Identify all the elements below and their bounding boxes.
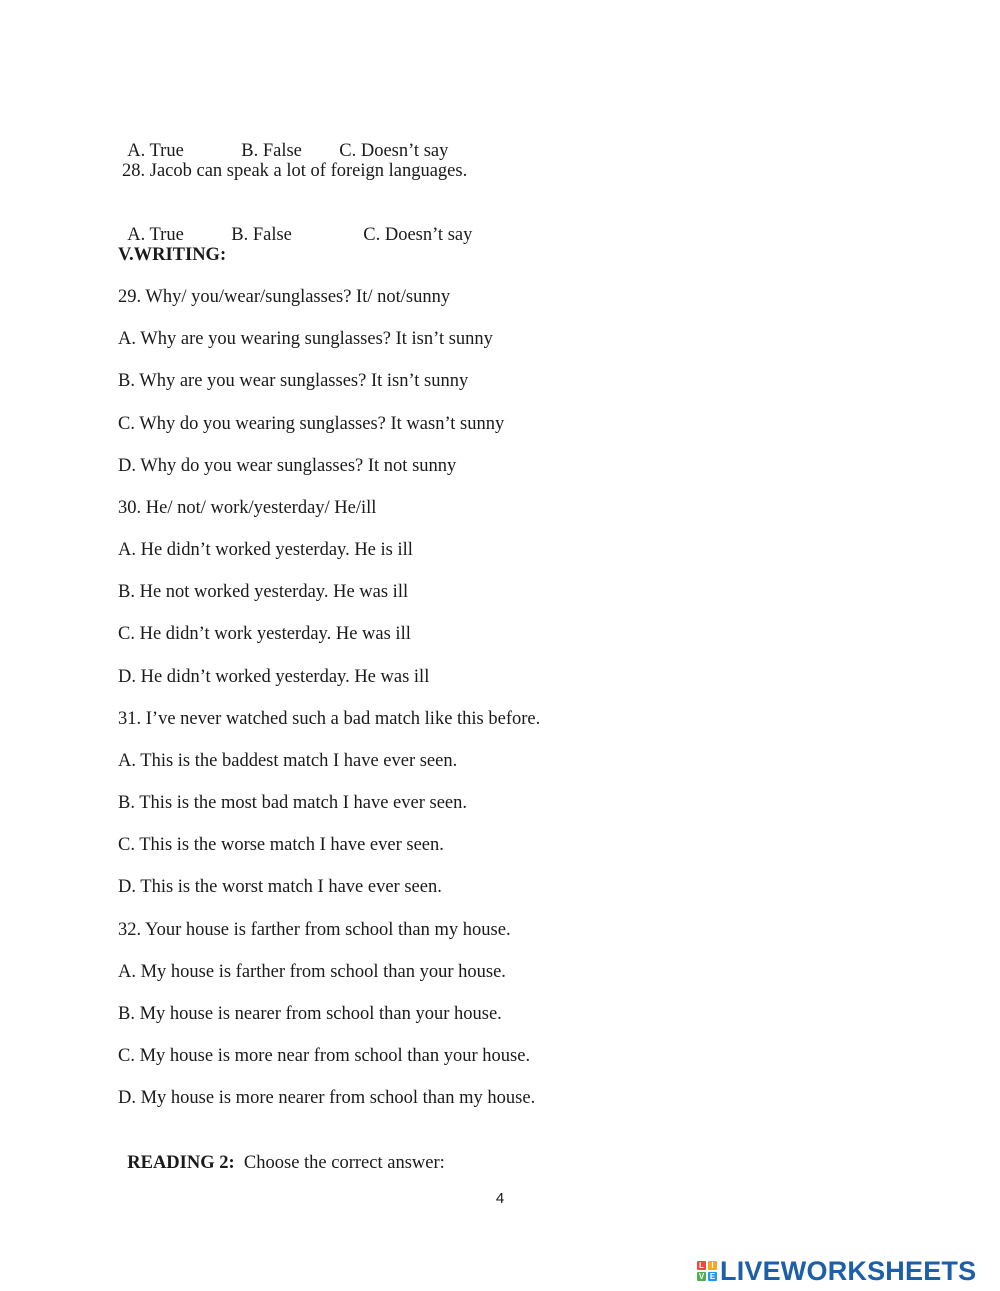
q27-option-a[interactable]: A. True (127, 141, 184, 161)
q29-option-d[interactable]: D. Why do you wear sunglasses? It not sunny (118, 456, 457, 476)
q32-option-c[interactable]: C. My house is more near from school than your house. (118, 1046, 531, 1066)
q32-option-a[interactable]: A. My house is farther from school than your house. (118, 962, 506, 982)
reading2-label: READING 2: (127, 1153, 235, 1173)
q31-option-d[interactable]: D. This is the worst match I have ever seen. (118, 877, 442, 897)
q29-option-a[interactable]: A. Why are you wearing sunglasses? It isn’t sunny (118, 329, 493, 349)
logo-tile: I (708, 1261, 717, 1270)
q31-option-b[interactable]: B. This is the most bad match I have ever seen. (118, 793, 468, 813)
liveworksheets-logo (697, 1256, 976, 1286)
q30-question: 30. He/ not/ work/yesterday/ He/ill (118, 498, 377, 518)
logo-tile: E (709, 1272, 716, 1281)
q28-question: 28. Jacob can speak a lot of foreign languages. (122, 161, 468, 181)
logo-tile: V (698, 1272, 705, 1281)
q32-option-b[interactable]: B. My house is nearer from school than your house. (118, 1004, 502, 1024)
q32-question: 32. Your house is farther from school than my house. (118, 920, 511, 940)
q30-option-a[interactable]: A. He didn’t worked yesterday. He is ill (118, 540, 413, 560)
q31-option-c[interactable]: C. This is the worse match I have ever seen. (118, 835, 444, 855)
q27-options (118, 118, 448, 162)
q28-options (118, 202, 472, 246)
q30-option-b[interactable]: B. He not worked yesterday. He was ill (118, 582, 409, 602)
q29-option-c[interactable]: C. Why do you wearing sunglasses? It wasn’t sunny (118, 414, 505, 434)
liveworksheets-icon (697, 1261, 717, 1281)
reading2-instruction: Choose the correct answer: (243, 1153, 445, 1173)
q28-option-a[interactable]: A. True (127, 225, 184, 245)
q28-option-b[interactable]: B. False (231, 225, 292, 245)
logo-tile: L (697, 1261, 706, 1270)
writing-heading: V.WRITING: (118, 245, 227, 265)
q27-option-b[interactable]: B. False (241, 141, 302, 161)
reading2-heading (118, 1130, 445, 1174)
page-number: 4 (495, 1190, 505, 1207)
q30-option-c[interactable]: C. He didn’t work yesterday. He was ill (118, 624, 411, 644)
q31-question: 31. I’ve never watched such a bad match like this before. (118, 709, 541, 729)
q31-option-a[interactable]: A. This is the baddest match I have ever seen. (118, 751, 458, 771)
q32-option-d[interactable]: D. My house is more nearer from school than my house. (118, 1088, 536, 1108)
q30-option-d[interactable]: D. He didn’t worked yesterday. He was ill (118, 667, 430, 687)
q27-option-c[interactable]: C. Doesn’t say (339, 141, 449, 161)
q28-option-c[interactable]: C. Doesn’t say (363, 225, 473, 245)
q29-question: 29. Why/ you/wear/sunglasses? It/ not/sunny (118, 287, 451, 307)
brand-name: LIVEWORKSHEETS (720, 1255, 977, 1286)
q29-option-b[interactable]: B. Why are you wear sunglasses? It isn’t sunny (118, 371, 469, 391)
